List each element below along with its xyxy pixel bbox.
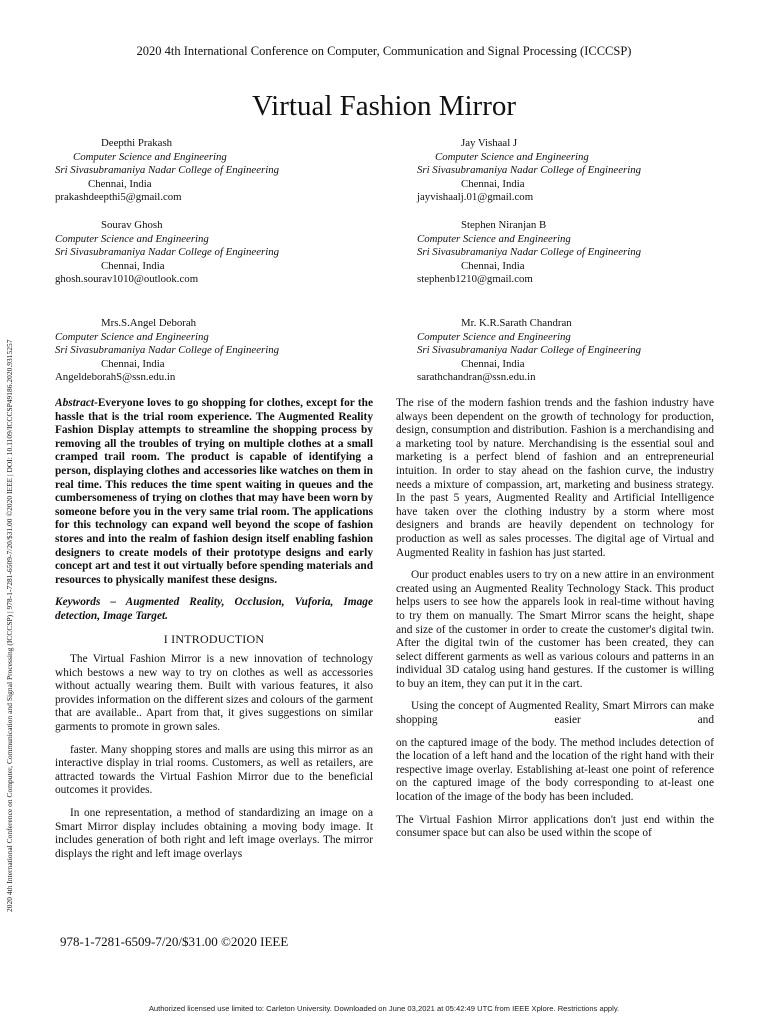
abstract-label: Abstract- — [55, 397, 98, 409]
author-name: Jay Vishaal J — [461, 137, 518, 149]
body-paragraph: on the captured image of the body. The method includes detection of the location of a left hand and the location of the right hand with their respective image overlay. Establishing at-least one point of reference on the captured image of the body corresponding to at-least one location of the image of the body has been included. — [396, 736, 714, 804]
section-heading-introduction: I INTRODUCTION — [163, 631, 265, 646]
body-paragraph: In one representation, a method of standardizing an image on a Smart Mirror display includes obtaining a moving body image. It includes generation of both right and left image overlays. The mirror displays the right and left image overlays — [55, 807, 373, 860]
author-email: sarathchandran@ssn.edu.in — [417, 371, 536, 384]
author-dept: Computer Science and Engineering — [435, 150, 589, 163]
left-column — [55, 397, 373, 907]
author-name: Sourav Ghosh — [101, 219, 163, 231]
body-paragraph: The Virtual Fashion Mirror is a new innovation of technology which bestows a new way to try on clothes as well as accessories without actually wearing them. Built with various features, it also provides information on the different sizes and colours of the garment that are available.. Apart from that, it gives suggestions on similar garments to promote in grown sales. — [55, 653, 373, 734]
author-block-6 — [417, 317, 641, 385]
author-city: Chennai, India — [461, 177, 525, 190]
right-column — [396, 397, 714, 907]
author-college: Sri Sivasubramaniya Nadar College of Engineering — [55, 246, 280, 259]
body-paragraph: faster. Many shopping stores and malls are using this mirror as an interactive display in trial rooms. Customers, as well as retailers, are attracted towards the Virtual Fashion Mirror due to the beneficial outcomes it provides. — [55, 743, 373, 797]
author-block-4 — [417, 219, 641, 287]
keywords: Keywords – Augmented Reality, Occlusion, Vuforia, Image detection, Image Target. — [55, 596, 373, 622]
author-dept: Computer Science and Engineering — [417, 232, 571, 245]
author-dept: Computer Science and Engineering — [73, 150, 227, 163]
conference-header: 2020 4th International Conference on Computer, Communication and Signal Processing (ICCCSP) — [136, 44, 632, 58]
author-name: Deepthi Prakash — [101, 137, 173, 149]
author-dept: Computer Science and Engineering — [417, 330, 571, 343]
author-email: AngeldeborahS@ssn.edu.in — [55, 371, 176, 384]
sidebar-doi — [5, 116, 19, 912]
body-paragraph: Using the concept of Augmented Reality, Smart Mirrors can make shopping easier and — [396, 700, 714, 727]
author-block-3 — [55, 219, 279, 287]
body-paragraph: The rise of the modern fashion trends and the fashion industry have always been dependent on the growth of technology for production, design, consumption and distribution. Fashion is a merchandising and a marketing tool by nature. Merchandising is the essential soul and marketing is a perfect blend of fashion and an entrepreneurial intuition. In order to stay ahead on the fashion curve, the industry needs a mixture of compassion, art, marketing and business strategy. In the past 5 years, Augmented Reality and Artificial Intelligence have taken over the clothing industry by a storm where most designers and brands are heavily dependent on technology for production as well as sales processes. The digital age of Virtual and Augmented Reality in fashion has just started. — [396, 397, 714, 559]
abstract-text: Everyone loves to go shopping for clothes, except for the hassle that is the trial room experience. The Augmented Reality Fashion Display attempts to streamline the shopping process by removing all the troubles of trying on multiple clothes at a small cramped trail room. The product is capable of identifying a person, displaying clothes and accessories like watches on them in real time. This reduces the time spent waiting in queues and the cumbersomeness of trying on clothes that may have been worn by someone before you in the very same trial room. The applications for this technology can expand well beyond the scope of fashion stores and into the realm of fashion design itself enabling fashion designers to create models of their prototype designs and early concept art and test it out virtually before spending materials and resources to physically manifest these designs. — [55, 397, 373, 586]
body-paragraph: Our product enables users to try on a new attire in an environment created using an Augmented Reality Technology Stack. This product helps users to see how the apparels look in real-time without having to try them on manually. The Smart Mirror scans the height, shape and size of the customer in order to create the customer's digital twin. After the digital twin of the customer has been created, they can select different garments as well as various colours and patterns in an individual 3D catalog using hand gestures. If the customer is willing to buy an item, they can put it in the cart. — [396, 569, 714, 690]
author-college: Sri Sivasubramaniya Nadar College of Engineering — [417, 246, 642, 259]
sidebar-text: 2020 4th International Conference on Computer, Communication and Signal Processing (ICCCSP) | 978-1-7281-6509-7/20/$31.00 ©2020 IEEE | DOI: 10.1109/ICCCSP49186.2020.9315257 — [5, 339, 14, 912]
author-email: stephenb1210@gmail.com — [417, 273, 533, 286]
author-name: Stephen Niranjan B — [461, 219, 547, 231]
author-city: Chennai, India — [101, 259, 165, 272]
author-city: Chennai, India — [101, 357, 165, 370]
author-block-5 — [55, 317, 279, 385]
author-email: ghosh.sourav1010@outlook.com — [55, 273, 199, 286]
author-city: Chennai, India — [461, 357, 525, 370]
author-college: Sri Sivasubramaniya Nadar College of Engineering — [55, 164, 280, 177]
paper-title: Virtual Fashion Mirror — [251, 90, 517, 122]
author-email: prakashdeepthi5@gmail.com — [55, 191, 182, 204]
author-email: jayvishaalj.01@gmail.com — [417, 191, 534, 204]
license-footer: Authorized licensed use limited to: Carleton University. Downloaded on June 03,2021 at 05:42:49 UTC from IEEE Xplore. Restrictions apply. — [148, 1004, 620, 1013]
body-paragraph: The Virtual Fashion Mirror applications don't just end within the consumer space but can also be used within the scope of — [396, 813, 714, 840]
author-city: Chennai, India — [88, 177, 152, 190]
author-college: Sri Sivasubramaniya Nadar College of Engineering — [417, 344, 642, 357]
author-college: Sri Sivasubramaniya Nadar College of Engineering — [417, 164, 642, 177]
author-block-1 — [55, 137, 279, 205]
author-name: Mrs.S.Angel Deborah — [101, 317, 197, 329]
author-dept: Computer Science and Engineering — [55, 330, 209, 343]
author-city: Chennai, India — [461, 259, 525, 272]
abstract — [55, 397, 373, 587]
author-name: Mr. K.R.Sarath Chandran — [461, 317, 572, 329]
author-dept: Computer Science and Engineering — [55, 232, 209, 245]
isbn-copyright: 978-1-7281-6509-7/20/$31.00 ©2020 IEEE — [60, 934, 289, 949]
author-college: Sri Sivasubramaniya Nadar College of Engineering — [55, 344, 280, 357]
author-block-2 — [417, 137, 641, 205]
